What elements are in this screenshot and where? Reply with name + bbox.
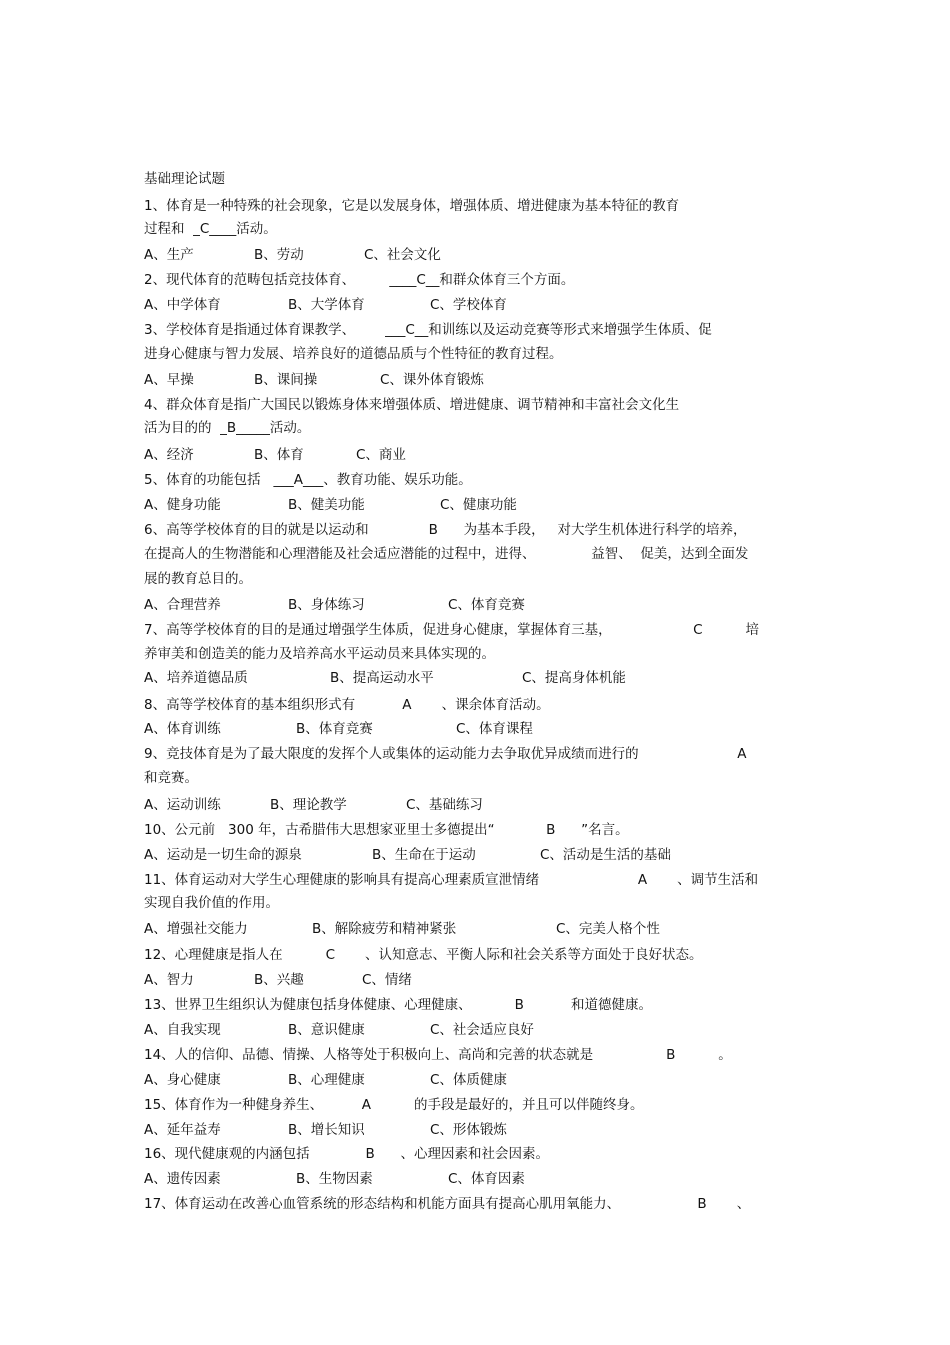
answer-options — [144, 596, 812, 614]
question-line: 过程和 _C____活动。 — [144, 221, 277, 237]
answer-option: C、情绪 — [362, 972, 412, 988]
answer-option: B、解除疲劳和精神紧张 — [312, 921, 457, 937]
answer-option: A、身心健康 — [144, 1072, 221, 1088]
answer-option: C、体育竞赛 — [448, 597, 525, 613]
question-text — [144, 1096, 812, 1114]
answer-option: C、体育课程 — [456, 721, 533, 737]
answer-option: C、提高身体机能 — [522, 670, 626, 686]
document-title: 基础理论试题 — [144, 171, 225, 187]
answer-option: B、增长知识 — [288, 1122, 365, 1138]
answer-option: C、基础练习 — [406, 797, 483, 813]
question-line: 3、学校体育是指通过体育课教学、 ___C__和训练以及运动竞赛等形式来增强学生体质、促 — [144, 322, 712, 338]
question-text — [144, 696, 812, 714]
question-text — [144, 645, 812, 663]
question-line: 8、高等学校体育的基本组织形式有 A 、课余体育活动。 — [144, 697, 550, 713]
question-text — [144, 545, 812, 563]
answer-option: B、心理健康 — [288, 1072, 365, 1088]
question-text — [144, 894, 812, 912]
question-text — [144, 1195, 812, 1213]
answer-options — [144, 496, 812, 514]
answer-option: C、学校体育 — [430, 297, 507, 313]
answer-option: C、体育因素 — [448, 1171, 525, 1187]
answer-options — [144, 446, 812, 464]
question-text — [144, 996, 812, 1014]
answer-option: C、商业 — [356, 447, 406, 463]
answer-options — [144, 1071, 812, 1089]
question-text — [144, 1145, 812, 1163]
question-line: 1、体育是一种特殊的社会现象，它是以发展身体，增强体质、增进健康为基本特征的教育 — [144, 198, 680, 214]
question-line: 实现自我价值的作用。 — [144, 895, 279, 911]
answer-option: C、社会适应良好 — [430, 1022, 534, 1038]
answer-options — [144, 296, 812, 314]
answer-option: A、早操 — [144, 372, 194, 388]
answer-option: C、完美人格个性 — [556, 921, 660, 937]
question-line: 养审美和创造美的能力及培养高水平运动员来具体实现的。 — [144, 646, 495, 662]
answer-option: A、运动训练 — [144, 797, 221, 813]
question-text — [144, 745, 812, 763]
answer-option: A、遗传因素 — [144, 1171, 221, 1187]
answer-options — [144, 920, 812, 938]
question-text — [144, 271, 812, 289]
answer-option: B、课间操 — [254, 372, 318, 388]
answer-options — [144, 371, 812, 389]
question-line: 6、高等学校体育的目的就是以运动和 B 为基本手段， 对大学生机体进行科学的培养， — [144, 522, 747, 538]
question-text — [144, 621, 812, 639]
answer-option: C、课外体育锻炼 — [380, 372, 484, 388]
answer-option: A、运动是一切生命的源泉 — [144, 847, 302, 863]
answer-options — [144, 796, 812, 814]
question-text — [144, 570, 812, 588]
question-line: 12、心理健康是指人在 C 、认知意志、平衡人际和社会关系等方面处于良好状态。 — [144, 947, 703, 963]
answer-option: B、体育竞赛 — [296, 721, 373, 737]
answer-option: A、经济 — [144, 447, 194, 463]
answer-options — [144, 1121, 812, 1139]
answer-option: B、理论教学 — [270, 797, 347, 813]
answer-option: B、劳动 — [254, 247, 304, 263]
answer-option: B、身体练习 — [288, 597, 365, 613]
answer-option: B、健美功能 — [288, 497, 365, 513]
question-line: 11、体育运动对大学生心理健康的影响具有提高心理素质宣泄情绪 A 、调节生活和 — [144, 872, 759, 888]
answer-option: A、智力 — [144, 972, 194, 988]
question-line: 15、体育作为一种健身养生、 A 的手段是最好的，并且可以伴随终身。 — [144, 1097, 644, 1113]
answer-option: C、健康功能 — [440, 497, 517, 513]
question-line: 16、现代健康观的内涵包括 B 、心理因素和社会因素。 — [144, 1146, 549, 1162]
answer-option: C、体质健康 — [430, 1072, 507, 1088]
question-text — [144, 871, 812, 889]
question-line: 5、体育的功能包括 ___A___、教育功能、娱乐功能。 — [144, 472, 472, 488]
question-line: 和竞赛。 — [144, 770, 198, 786]
question-line: 活为目的的 _B_____活动。 — [144, 420, 311, 436]
answer-option: B、大学体育 — [288, 297, 365, 313]
answer-option: C、形体锻炼 — [430, 1122, 507, 1138]
answer-options — [144, 846, 812, 864]
question-text — [144, 321, 812, 339]
answer-option: A、健身功能 — [144, 497, 221, 513]
question-text — [144, 471, 812, 489]
answer-option: A、体育训练 — [144, 721, 221, 737]
question-line: 2、现代体育的范畴包括竞技体育、 ____C__和群众体育三个方面。 — [144, 272, 575, 288]
question-line: 13、世界卫生组织认为健康包括身体健康、心理健康、 B 和道德健康。 — [144, 997, 653, 1013]
question-line: 在提高人的生物潜能和心理潜能及社会适应潜能的过程中，进得、 益智、 促美，达到全面发 — [144, 546, 749, 562]
question-line: 14、人的信仰、品德、情操、人格等处于积极向上、高尚和完善的状态就是 B 。 — [144, 1047, 732, 1063]
question-text — [144, 419, 812, 437]
answer-option: A、合理营养 — [144, 597, 221, 613]
answer-options — [144, 1021, 812, 1039]
answer-option: A、增强社交能力 — [144, 921, 248, 937]
answer-option: A、生产 — [144, 247, 194, 263]
question-text — [144, 396, 812, 414]
question-text — [144, 1046, 812, 1064]
question-text — [144, 521, 812, 539]
answer-options — [144, 971, 812, 989]
question-line: 进身心健康与智力发展、培养良好的道德品质与个性特征的教育过程。 — [144, 346, 563, 362]
answer-options — [144, 720, 812, 738]
question-line: 展的教育总目的。 — [144, 571, 252, 587]
question-line: 10、公元前 300 年，古希腊伟大思想家亚里士多德提出“ B ”名言。 — [144, 822, 629, 838]
question-text — [144, 197, 812, 215]
answer-option: C、社会文化 — [364, 247, 441, 263]
answer-option: C、活动是生活的基础 — [540, 847, 671, 863]
question-line: 4、群众体育是指广大国民以锻炼身体来增强体质、增进健康、调节精神和丰富社会文化生 — [144, 397, 680, 413]
answer-option: B、体育 — [254, 447, 304, 463]
question-line: 9、竞技体育是为了最大限度的发挥个人或集体的运动能力去争取优异成绩而进行的 A — [144, 746, 747, 762]
answer-options — [144, 246, 812, 264]
answer-option: B、意识健康 — [288, 1022, 365, 1038]
question-text — [144, 769, 812, 787]
answer-options — [144, 669, 812, 687]
question-text — [144, 946, 812, 964]
answer-option: B、提高运动水平 — [330, 670, 434, 686]
answer-option: A、自我实现 — [144, 1022, 221, 1038]
question-text — [144, 345, 812, 363]
answer-option: B、兴趣 — [254, 972, 304, 988]
question-text — [144, 220, 812, 238]
question-line: 7、高等学校体育的目的是通过增强学生体质，促进身心健康，掌握体育三基， C 培 — [144, 622, 759, 638]
answer-option: A、中学体育 — [144, 297, 221, 313]
answer-options — [144, 1170, 812, 1188]
answer-option: A、延年益寿 — [144, 1122, 221, 1138]
answer-option: B、生物因素 — [296, 1171, 373, 1187]
question-line: 17、体育运动在改善心血管系统的形态结构和机能方面具有提高心肌用氧能力、 B 、 — [144, 1196, 751, 1212]
answer-option: B、生命在于运动 — [372, 847, 476, 863]
question-text — [144, 821, 812, 839]
answer-option: A、培养道德品质 — [144, 670, 248, 686]
